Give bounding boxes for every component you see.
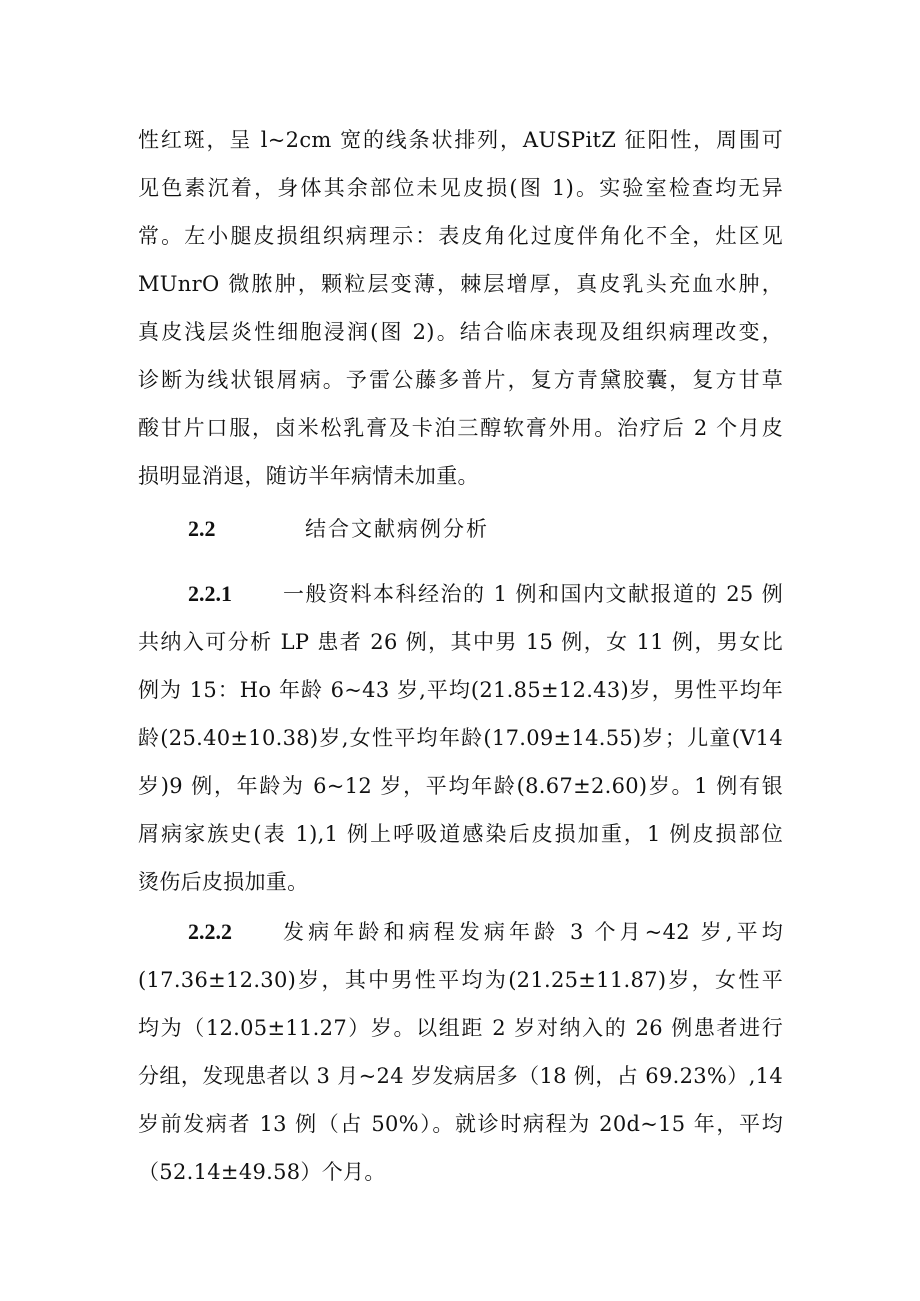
- paragraph-line: 屑病家族史(表 1),1 例上呼吸道感染后皮损加重，1 例皮损部位: [138, 822, 783, 846]
- paragraph-line: 例为 15：Ho 年龄 6~43 岁,平均(21.85±12.43)岁，男性平均年: [138, 678, 783, 702]
- paragraph-line: 均为（12.05±11.27）岁。以组距 2 岁对纳入的 26 例患者进行: [138, 1016, 783, 1040]
- paragraph-line: MUnrO 微脓肿，颗粒层变薄，棘层增厚，真皮乳头充血水肿，: [138, 272, 783, 296]
- paragraph-line: 诊断为线状银屑病。予雷公藤多普片，复方青黛胶囊，复方甘草: [138, 368, 783, 392]
- paragraph-line: 常。左小腿皮损组织病理示：表皮角化过度伴角化不全，灶区见: [138, 224, 783, 248]
- paragraph-line: 共纳入可分析 LP 患者 26 例，其中男 15 例，女 11 例，男女比: [138, 630, 783, 654]
- paragraph-line: 发病年龄和病程发病年龄 3 个月~42 岁,平均: [283, 920, 783, 944]
- paragraph-line: 龄(25.40±10.38)岁,女性平均年龄(17.09±14.55)岁；儿童(V14: [138, 726, 783, 750]
- paragraph-line: 分组，发现患者以 3 月~24 岁发病居多（18 例，占 69.23%）,14: [138, 1064, 783, 1088]
- paragraph-line: 一般资料本科经治的 1 例和国内文献报道的 25 例: [283, 582, 783, 606]
- subsection-number: 2.2.1: [188, 581, 232, 606]
- paragraph-line: (17.36±12.30)岁，其中男性平均为(21.25±11.87)岁，女性平: [138, 968, 783, 992]
- paragraph-line: 烫伤后皮损加重。: [138, 870, 309, 894]
- section-number: 2.2: [188, 516, 216, 541]
- paragraph-line: （52.14±49.58）个月。: [138, 1160, 386, 1184]
- paragraph-line: 岁)9 例，年龄为 6~12 岁，平均年龄(8.67±2.60)岁。1 例有银: [138, 774, 783, 798]
- paragraph-line: 酸甘片口服，卤米松乳膏及卡泊三醇软膏外用。治疗后 2 个月皮: [138, 416, 783, 440]
- paragraph-line: 损明显消退，随访半年病情未加重。: [138, 464, 479, 488]
- paragraph-line: 岁前发病者 13 例（占 50%）。就诊时病程为 20d~15 年，平均: [138, 1112, 783, 1136]
- paragraph-line: 性红斑，呈 l~2cm 宽的线条状排列，AUSPitZ 征阳性，周围可: [138, 128, 783, 152]
- paragraph-line: 真皮浅层炎性细胞浸润(图 2)。结合临床表现及组织病理改变，: [138, 320, 783, 344]
- section-title: 结合文献病例分析: [305, 517, 489, 541]
- paragraph-line: 见色素沉着，身体其余部位未见皮损(图 1)。实验室检查均无异: [138, 176, 783, 200]
- subsection-number: 2.2.2: [188, 919, 232, 944]
